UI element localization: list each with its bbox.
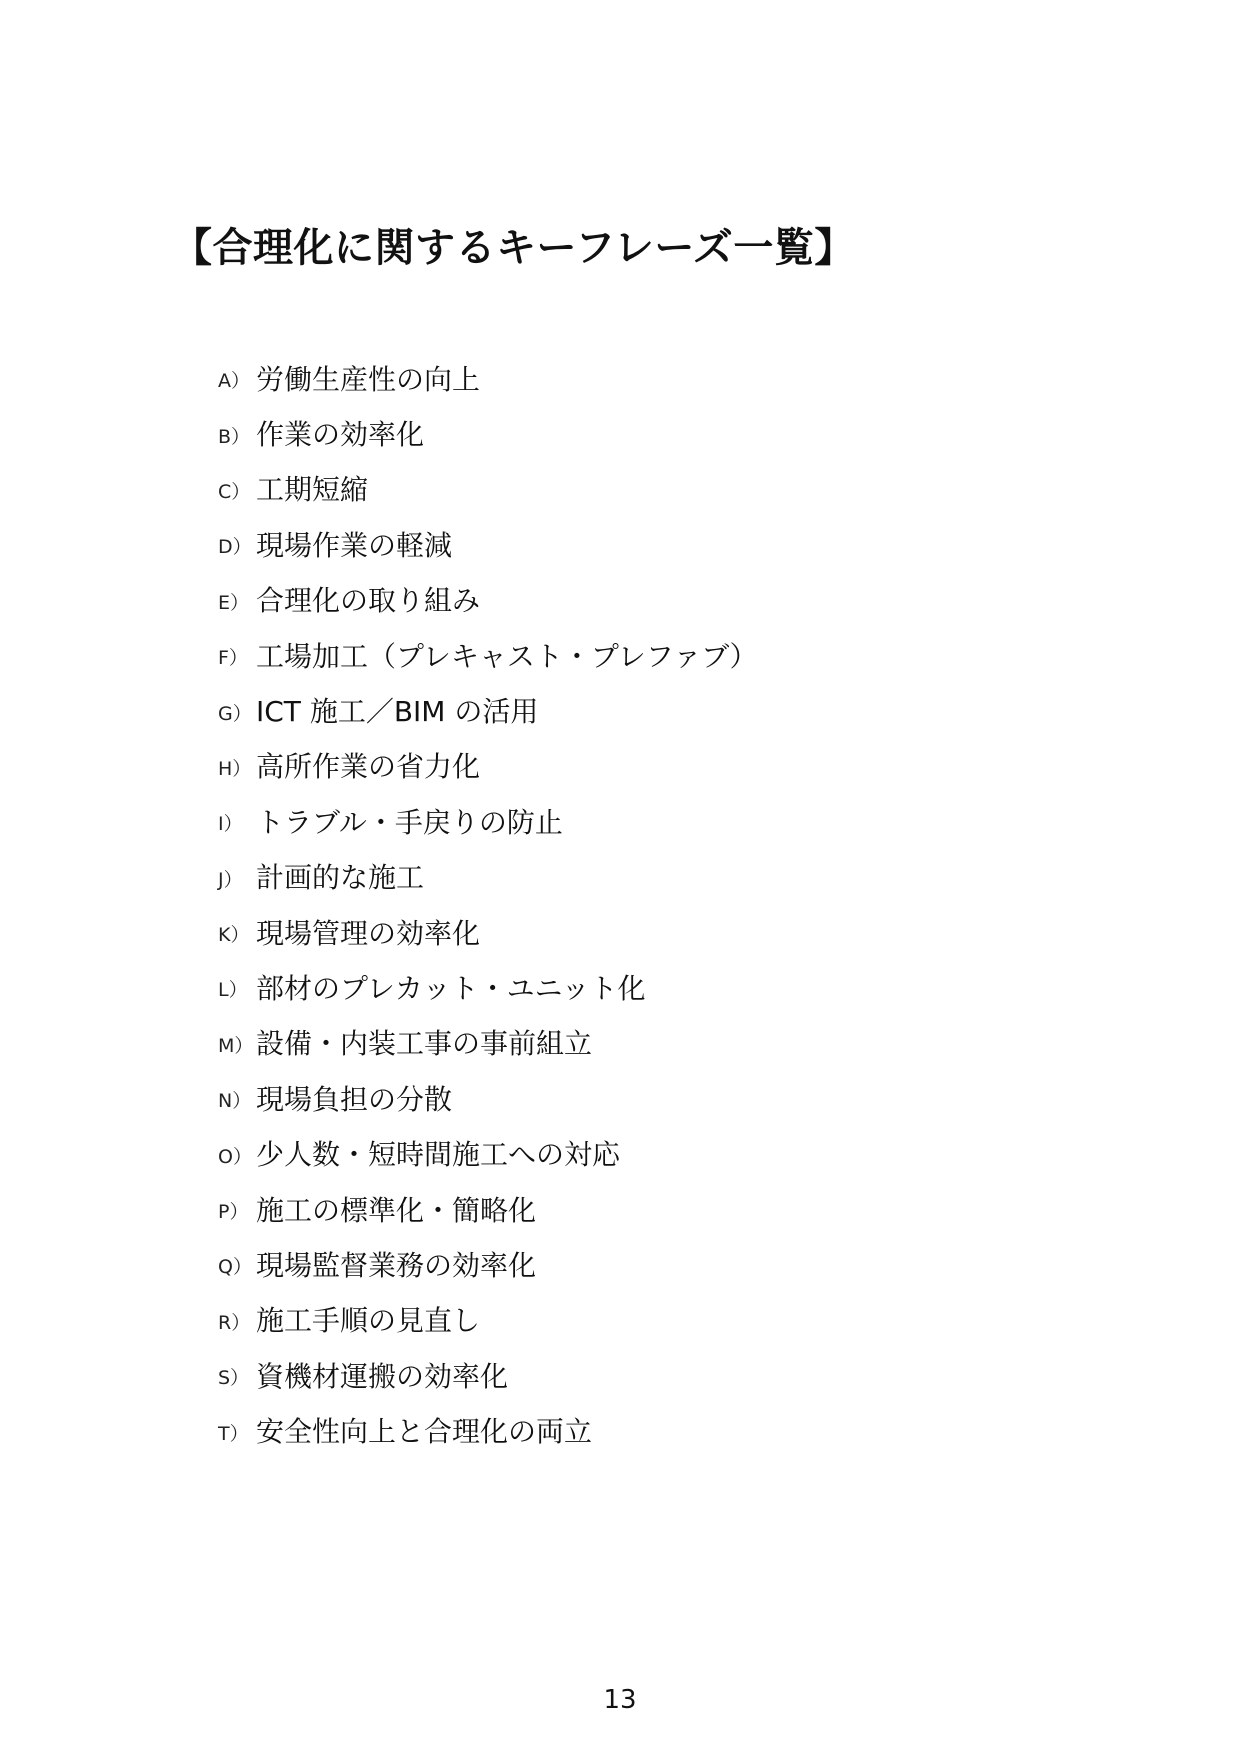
list-item-text: 資機材運搬の効率化: [256, 1359, 509, 1393]
list-item-text: ICT 施工／BIM の活用: [256, 695, 539, 729]
list-item-text: 現場負担の分散: [256, 1082, 453, 1116]
list-item-text: 工期短縮: [256, 473, 369, 507]
list-item-text: 現場管理の効率化: [256, 916, 481, 950]
list-item-marker: A）: [218, 370, 250, 393]
list-item-marker: T）: [218, 1422, 249, 1445]
list-item: [218, 629, 757, 684]
list-item-text: 施工手順の見直し: [256, 1304, 481, 1338]
list-item-marker: J）: [218, 868, 243, 891]
list-item: [218, 1183, 757, 1238]
list-item: [218, 1404, 757, 1459]
list-item-text: 作業の効率化: [256, 418, 425, 452]
list-item-marker: D）: [218, 536, 252, 559]
list-item-marker: R）: [218, 1311, 251, 1334]
list-item: [218, 795, 757, 850]
list-item: [218, 1072, 757, 1127]
list-item: [218, 1294, 757, 1349]
list-item-text: 施工の標準化・簡略化: [256, 1193, 537, 1227]
page-title: 【合理化に関するキーフレーズ一覧】: [172, 225, 855, 271]
list-item: [218, 1238, 757, 1293]
list-item: [218, 1127, 757, 1182]
list-item-marker: P）: [218, 1201, 249, 1224]
list-item-marker: M）: [218, 1034, 254, 1057]
list-item-text: 合理化の取り組み: [256, 584, 481, 618]
list-item-text: 安全性向上と合理化の両立: [256, 1415, 593, 1449]
list-item-text: 部材のプレカット・ユニット化: [256, 971, 646, 1005]
list-item: [218, 684, 757, 739]
list-item-text: 少人数・短時間施工への対応: [256, 1138, 621, 1172]
list-item-marker: E）: [218, 591, 250, 614]
list-item: [218, 1017, 757, 1072]
list-item-text: 現場作業の軽減: [256, 528, 453, 562]
list-item-marker: S）: [218, 1367, 250, 1390]
list-item: [218, 574, 757, 629]
list-item-text: 現場監督業務の効率化: [256, 1248, 537, 1282]
list-item: [218, 352, 757, 407]
list-item-marker: L）: [218, 979, 248, 1002]
list-item-marker: Q）: [218, 1256, 252, 1279]
list-item-marker: F）: [218, 647, 248, 670]
page-number: 13: [603, 1685, 637, 1715]
list-item-marker: O）: [218, 1145, 252, 1168]
list-item: [218, 518, 757, 573]
list-item-marker: K）: [218, 924, 250, 947]
list-item-marker: I）: [218, 813, 243, 836]
key-phrase-list: [218, 352, 757, 1460]
list-item: [218, 961, 757, 1016]
list-item-marker: H）: [218, 757, 252, 780]
list-item-marker: G）: [218, 702, 252, 725]
list-item: [218, 1349, 757, 1404]
list-item: [218, 851, 757, 906]
list-item: [218, 407, 757, 462]
list-item-text: 設備・内装工事の事前組立: [256, 1027, 593, 1061]
list-item: [218, 740, 757, 795]
list-item-text: 工場加工（プレキャスト・プレファブ）: [256, 639, 758, 673]
list-item: [218, 906, 757, 961]
list-item-text: トラブル・手戻りの防止: [256, 805, 563, 839]
list-item-text: 計画的な施工: [256, 861, 425, 895]
list-item-marker: B）: [218, 425, 251, 448]
list-item-text: 高所作業の省力化: [256, 750, 481, 784]
list-item-marker: C）: [218, 480, 251, 503]
list-item-text: 労働生産性の向上: [256, 362, 481, 396]
list-item-marker: N）: [218, 1090, 252, 1113]
list-item: [218, 463, 757, 518]
